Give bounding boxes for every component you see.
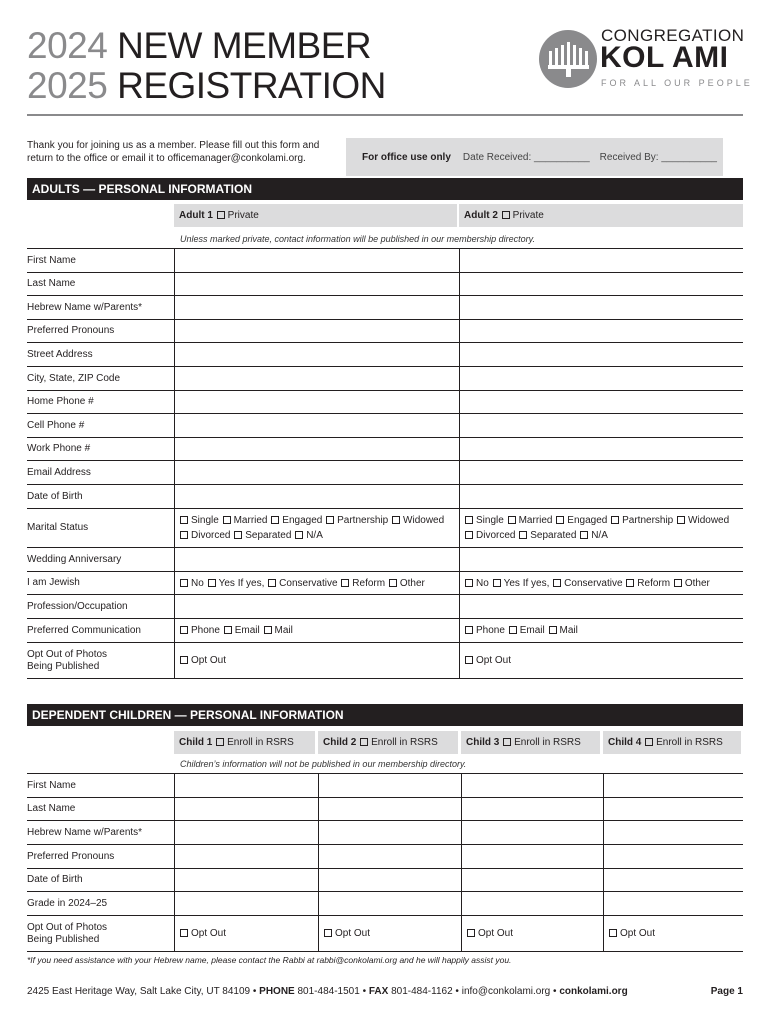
child-4-field[interactable]: [603, 821, 743, 844]
adult-2-field[interactable]: [459, 296, 743, 319]
adult-1-private-checkbox[interactable]: [217, 211, 225, 219]
adult-2-field[interactable]: [459, 438, 743, 460]
row-label-line: Being Published: [27, 933, 100, 945]
row-label: Preferred Pronouns: [27, 325, 115, 336]
child-1-label: Child 1: [179, 737, 213, 748]
child-3-header: [461, 731, 600, 754]
opt-out-checkbox[interactable]: [467, 929, 475, 937]
denomination-other-label: Other: [399, 577, 425, 589]
office-use-label: For office use only: [362, 151, 451, 163]
marital-partnership-checkbox[interactable]: [326, 516, 334, 524]
child-2-rsrs-label: Enroll in RSRS: [371, 737, 438, 748]
adult-1-field[interactable]: [174, 273, 459, 295]
title-year-1: 2024: [27, 25, 108, 66]
adult-row: [27, 366, 743, 390]
communication-email-label: Email: [234, 625, 260, 636]
footer-address: 2425 East Heritage Way, Salt Lake City, UT 84109: [27, 986, 251, 997]
header-divider: [27, 114, 743, 116]
child-2-field[interactable]: [318, 798, 460, 820]
if-yes-label: If yes,: [237, 577, 265, 589]
jewish-no-label: No: [476, 577, 489, 589]
marital-widowed-label: Widowed: [403, 515, 445, 526]
congregation-logo: [538, 26, 753, 96]
adult-row: [27, 390, 743, 413]
adult-1-field[interactable]: [174, 343, 459, 366]
marital-widowed-checkbox[interactable]: [392, 516, 400, 524]
denomination-conservative-checkbox[interactable]: [268, 579, 276, 587]
adult-1-field[interactable]: [174, 485, 459, 508]
title-year-2: 2025: [27, 65, 108, 106]
title-line-1: [27, 26, 386, 66]
marital-separated-checkbox[interactable]: [234, 531, 242, 539]
row-label-line: Opt Out of Photos: [27, 648, 108, 660]
row-label: [27, 916, 173, 951]
marital-engaged-label: Engaged: [567, 515, 608, 526]
child-3-field[interactable]: [461, 845, 602, 868]
child-4-field[interactable]: [603, 798, 743, 820]
row-label-text: [27, 649, 107, 673]
marital-options-line: [179, 513, 444, 528]
adult-2-label: Adult 2: [464, 210, 498, 221]
row-label: First Name: [27, 779, 76, 791]
child-1-field[interactable]: [174, 869, 317, 891]
adult-1-field[interactable]: [174, 548, 459, 571]
row-label: Date of Birth: [27, 874, 83, 885]
adult-1-field[interactable]: [174, 509, 459, 547]
adult-2-field[interactable]: [459, 320, 743, 342]
communication-phone-checkbox[interactable]: [465, 626, 473, 634]
child-4-field[interactable]: [603, 916, 743, 951]
child-3-field[interactable]: [461, 892, 602, 915]
adult-1-field[interactable]: [174, 249, 459, 272]
marital-separated-label: Separated: [245, 530, 292, 541]
communication-email-checkbox[interactable]: [224, 626, 232, 634]
marital-single-label: Single: [476, 515, 504, 526]
marital-single-checkbox[interactable]: [465, 516, 473, 524]
marital-engaged-checkbox[interactable]: [271, 516, 279, 524]
jewish-yes-checkbox[interactable]: [493, 579, 501, 587]
child-4-header: [603, 731, 741, 754]
denomination-reform-checkbox[interactable]: [626, 579, 634, 587]
adult-1-field[interactable]: [174, 320, 459, 342]
communication-phone-label: Phone: [476, 625, 505, 636]
denomination-other-label: Other: [684, 577, 710, 589]
child-2-field[interactable]: [318, 916, 460, 951]
marital-separated-label: Separated: [530, 530, 577, 541]
row-label: I am Jewish: [27, 577, 80, 588]
row-label: [27, 643, 173, 678]
adult-2-field[interactable]: [459, 391, 743, 413]
adult-2-field[interactable]: [459, 249, 743, 272]
adult-1-field[interactable]: [174, 619, 459, 642]
opt-out-label: Opt Out: [620, 928, 656, 939]
child-4-field[interactable]: [603, 774, 743, 797]
footer-separator: •: [362, 986, 367, 997]
communication-phone-checkbox[interactable]: [180, 626, 188, 634]
jewish-yes-label: Yes: [218, 577, 235, 589]
opt-out-option: [323, 926, 370, 941]
marital-partnership-label: Partnership: [622, 515, 674, 526]
adult-row: [27, 547, 743, 571]
marital-divorced-checkbox[interactable]: [465, 531, 473, 539]
children-section-header: DEPENDENT CHILDREN — PERSONAL INFORMATION: [27, 704, 743, 726]
adults-section-header: ADULTS — PERSONAL INFORMATION: [27, 178, 743, 200]
footer-separator: •: [455, 986, 459, 997]
adult-row: [27, 413, 743, 437]
adult-1-private-label: Private: [227, 210, 259, 221]
marital-partnership-label: Partnership: [337, 515, 389, 526]
child-4-rsrs-label: Enroll in RSRS: [656, 737, 723, 748]
child-1-field[interactable]: [174, 774, 317, 797]
adult-1-field[interactable]: [174, 296, 459, 319]
child-1-field[interactable]: [174, 821, 317, 844]
child-row: [27, 844, 743, 868]
adult-row: [27, 618, 743, 642]
communication-email-label: Email: [519, 625, 545, 636]
child-3-rsrs-checkbox[interactable]: [503, 738, 511, 746]
child-3-rsrs-label: Enroll in RSRS: [514, 737, 581, 748]
child-3-field[interactable]: [461, 798, 602, 820]
page-title: [27, 26, 386, 106]
opt-out-label: Opt Out: [191, 655, 227, 666]
child-2-field[interactable]: [318, 845, 460, 868]
child-2-rsrs-checkbox[interactable]: [360, 738, 368, 746]
adult-2-field[interactable]: [459, 414, 743, 437]
children-directory-note: Children’s information will not be published in our membership directory.: [180, 759, 467, 769]
row-label: Profession/Occupation: [27, 600, 128, 612]
marital-single-label: Single: [191, 515, 219, 526]
jewish-no-checkbox[interactable]: [465, 579, 473, 587]
child-3-label: Child 3: [466, 737, 500, 748]
adult-1-label: Adult 1: [179, 210, 213, 221]
row-label: Cell Phone #: [27, 419, 85, 431]
child-1-field[interactable]: [174, 892, 317, 915]
row-label: Marital Status: [27, 522, 89, 533]
marital-separated-checkbox[interactable]: [519, 531, 527, 539]
adult-row: [27, 319, 743, 342]
communication-mail-label: Mail: [274, 625, 293, 636]
opt-out-option: [464, 653, 511, 668]
child-row: [27, 820, 743, 844]
adult-row: [27, 342, 743, 366]
adult-row: [27, 460, 743, 484]
row-label-text: [27, 922, 107, 946]
denomination-other-checkbox[interactable]: [389, 579, 397, 587]
opt-out-checkbox[interactable]: [609, 929, 617, 937]
marital-divorced-checkbox[interactable]: [180, 531, 188, 539]
child-row: [27, 797, 743, 820]
denomination-conservative-label: Conservative: [279, 577, 338, 589]
child-row: [27, 891, 743, 915]
opt-out-label: Opt Out: [191, 928, 227, 939]
opt-out-label: Opt Out: [476, 655, 512, 666]
adult-2-field[interactable]: [459, 509, 743, 547]
child-4-rsrs-checkbox[interactable]: [645, 738, 653, 746]
opt-out-option: [179, 653, 226, 668]
denomination-conservative-checkbox[interactable]: [553, 579, 561, 587]
adult-2-private-checkbox[interactable]: [502, 211, 510, 219]
adult-row: [27, 248, 743, 272]
adult-2-field[interactable]: [459, 595, 743, 618]
marital-divorced-label: Divorced: [476, 530, 516, 541]
jewish-options: [464, 576, 710, 591]
adult-row: [27, 508, 743, 547]
marital-single-checkbox[interactable]: [180, 516, 188, 524]
opt-out-checkbox[interactable]: [324, 929, 332, 937]
adult-1-field[interactable]: [174, 367, 459, 390]
footer-phone: 801-484-1501: [297, 986, 360, 997]
marital-widowed-checkbox[interactable]: [677, 516, 685, 524]
row-label: Preferred Communication: [27, 624, 141, 636]
communication-options: [179, 623, 293, 638]
footer-separator: •: [553, 986, 557, 997]
adult-row: [27, 484, 743, 508]
row-label: Date of Birth: [27, 490, 83, 502]
child-4-label: Child 4: [608, 737, 642, 748]
title-text-1: NEW MEMBER: [117, 25, 372, 66]
received-by-field[interactable]: Received By: __________: [599, 151, 717, 163]
child-4-field[interactable]: [603, 869, 743, 891]
jewish-no-label: No: [191, 577, 204, 589]
jewish-yes-label: Yes: [503, 577, 520, 589]
denomination-reform-label: Reform: [637, 577, 671, 589]
opt-out-option: [466, 926, 513, 941]
adult-2-header: [459, 204, 743, 227]
row-label: Hebrew Name w/Parents*: [27, 826, 143, 838]
row-label: Preferred Pronouns: [27, 850, 115, 862]
marital-married-checkbox[interactable]: [508, 516, 516, 524]
adult-2-field[interactable]: [459, 548, 743, 571]
marital-na-checkbox[interactable]: [580, 531, 588, 539]
adult-1-field[interactable]: [174, 643, 459, 678]
adult-2-private-label: Private: [512, 210, 544, 221]
adult-2-field[interactable]: [459, 619, 743, 642]
child-1-field[interactable]: [174, 798, 317, 820]
child-1-field[interactable]: [174, 916, 317, 951]
marital-options-line: [464, 513, 729, 528]
adult-2-field[interactable]: [459, 572, 743, 594]
denomination-reform-checkbox[interactable]: [341, 579, 349, 587]
child-2-field[interactable]: [318, 869, 460, 891]
page-footer: [27, 986, 628, 997]
child-1-rsrs-checkbox[interactable]: [216, 738, 224, 746]
adult-1-field[interactable]: [174, 438, 459, 460]
marital-na-label: N/A: [306, 530, 323, 541]
row-label: Grade in 2024–25: [27, 897, 108, 909]
denomination-other-checkbox[interactable]: [674, 579, 682, 587]
adult-1-field[interactable]: [174, 461, 459, 484]
jewish-options: [179, 576, 425, 591]
marital-married-label: Married: [518, 515, 553, 526]
marital-married-label: Married: [233, 515, 268, 526]
adult-2-field[interactable]: [459, 273, 743, 295]
marital-options-line: [464, 528, 729, 543]
row-label: Last Name: [27, 278, 76, 289]
child-row: [27, 915, 743, 951]
marital-partnership-checkbox[interactable]: [611, 516, 619, 524]
footer-email-link[interactable]: info@conkolami.org: [461, 986, 551, 997]
adult-row: [27, 437, 743, 460]
jewish-yes-checkbox[interactable]: [208, 579, 216, 587]
title-line-2: [27, 66, 386, 106]
child-2-field[interactable]: [318, 774, 460, 797]
child-2-field[interactable]: [318, 892, 460, 915]
row-label-line: Being Published: [27, 660, 100, 672]
title-text-2: REGISTRATION: [117, 65, 386, 106]
child-3-field[interactable]: [461, 869, 602, 891]
child-2-field[interactable]: [318, 821, 460, 844]
marital-married-checkbox[interactable]: [223, 516, 231, 524]
office-use-box: [346, 138, 723, 176]
adult-2-field[interactable]: [459, 343, 743, 366]
adult-2-field[interactable]: [459, 461, 743, 484]
adult-1-header: [174, 204, 457, 227]
communication-phone-label: Phone: [191, 625, 220, 636]
marital-options: [179, 513, 444, 543]
footer-website-link[interactable]: conkolami.org: [559, 986, 628, 997]
opt-out-checkbox[interactable]: [180, 929, 188, 937]
denomination-conservative-label: Conservative: [564, 577, 623, 589]
child-row: [27, 773, 743, 797]
marital-options: [464, 513, 729, 543]
marital-divorced-label: Divorced: [191, 530, 231, 541]
row-label-line: Opt Out of Photos: [27, 921, 108, 933]
adult-row: [27, 594, 743, 618]
adult-row: [27, 272, 743, 295]
footer-phone-label: PHONE: [259, 986, 295, 997]
marital-options-line: [179, 528, 444, 543]
adult-row: [27, 295, 743, 319]
adult-1-field[interactable]: [174, 391, 459, 413]
child-1-header: [174, 731, 315, 754]
intro-text: Thank you for joining us as a member. Please fill out this form and return to the office or email it to officemanager@conkolami.org.: [27, 140, 320, 164]
row-label: Wedding Anniversary: [27, 553, 122, 565]
child-1-field[interactable]: [174, 845, 317, 868]
page-number: Page 1: [710, 986, 743, 997]
page-header: [27, 25, 753, 114]
communication-mail-checkbox[interactable]: [549, 626, 557, 634]
communication-options: [464, 623, 578, 638]
row-label: Last Name: [27, 803, 76, 814]
adult-1-field[interactable]: [174, 595, 459, 618]
if-yes-label: If yes,: [522, 577, 550, 589]
opt-out-label: Opt Out: [478, 928, 514, 939]
footer-separator: •: [252, 986, 257, 997]
adult-2-field[interactable]: [459, 485, 743, 508]
footer-fax-label: FAX: [368, 986, 389, 997]
adult-2-field[interactable]: [459, 367, 743, 390]
footer-fax: 801-484-1162: [391, 986, 453, 997]
row-label: Home Phone #: [27, 396, 94, 407]
communication-mail-checkbox[interactable]: [264, 626, 272, 634]
marital-widowed-label: Widowed: [688, 515, 730, 526]
communication-email-checkbox[interactable]: [509, 626, 517, 634]
hebrew-name-footnote: *If you need assistance with your Hebrew name, please contact the Rabbi at rabbi@conkolami.org and he will happily assist you.: [27, 955, 512, 965]
adult-1-field[interactable]: [174, 572, 459, 594]
adult-row: [27, 571, 743, 594]
adult-1-field[interactable]: [174, 414, 459, 437]
row-label: City, State, ZIP Code: [27, 372, 121, 384]
opt-out-option: [179, 926, 226, 941]
communication-mail-label: Mail: [559, 625, 578, 636]
marital-engaged-checkbox[interactable]: [556, 516, 564, 524]
child-row: [27, 868, 743, 891]
row-label: First Name: [27, 254, 76, 266]
row-label: Work Phone #: [27, 443, 91, 454]
marital-na-label: N/A: [591, 530, 608, 541]
jewish-no-checkbox[interactable]: [180, 579, 188, 587]
child-4-field[interactable]: [603, 845, 743, 868]
row-label: Street Address: [27, 348, 93, 360]
adult-row: [27, 642, 743, 678]
opt-out-checkbox[interactable]: [180, 656, 188, 664]
child-1-rsrs-label: Enroll in RSRS: [227, 737, 294, 748]
denomination-reform-label: Reform: [352, 577, 386, 589]
child-3-field[interactable]: [461, 774, 602, 797]
child-2-header: [318, 731, 458, 754]
logo-congregation-text: CONGREGATION: [601, 26, 745, 45]
opt-out-label: Opt Out: [335, 928, 371, 939]
logo-tagline: FOR ALL OUR PEOPLE: [601, 78, 753, 88]
date-received-field[interactable]: Date Received: __________: [462, 151, 590, 163]
child-2-label: Child 2: [323, 737, 357, 748]
child-3-field[interactable]: [461, 821, 602, 844]
child-4-field[interactable]: [603, 892, 743, 915]
opt-out-checkbox[interactable]: [465, 656, 473, 664]
row-label: Email Address: [27, 466, 91, 478]
opt-out-option: [608, 926, 655, 941]
adult-2-field[interactable]: [459, 643, 743, 678]
child-3-field[interactable]: [461, 916, 602, 951]
adults-table-bottom-border: [27, 678, 743, 679]
marital-engaged-label: Engaged: [282, 515, 323, 526]
marital-na-checkbox[interactable]: [295, 531, 303, 539]
menorah-emblem-icon: [538, 29, 598, 89]
row-label: Hebrew Name w/Parents*: [27, 301, 143, 313]
logo-kol-ami-text: KOL AMI: [600, 41, 729, 74]
children-table-bottom-border: [27, 951, 743, 952]
adults-directory-note: Unless marked private, contact information will be published in our membership directory.: [180, 234, 535, 244]
